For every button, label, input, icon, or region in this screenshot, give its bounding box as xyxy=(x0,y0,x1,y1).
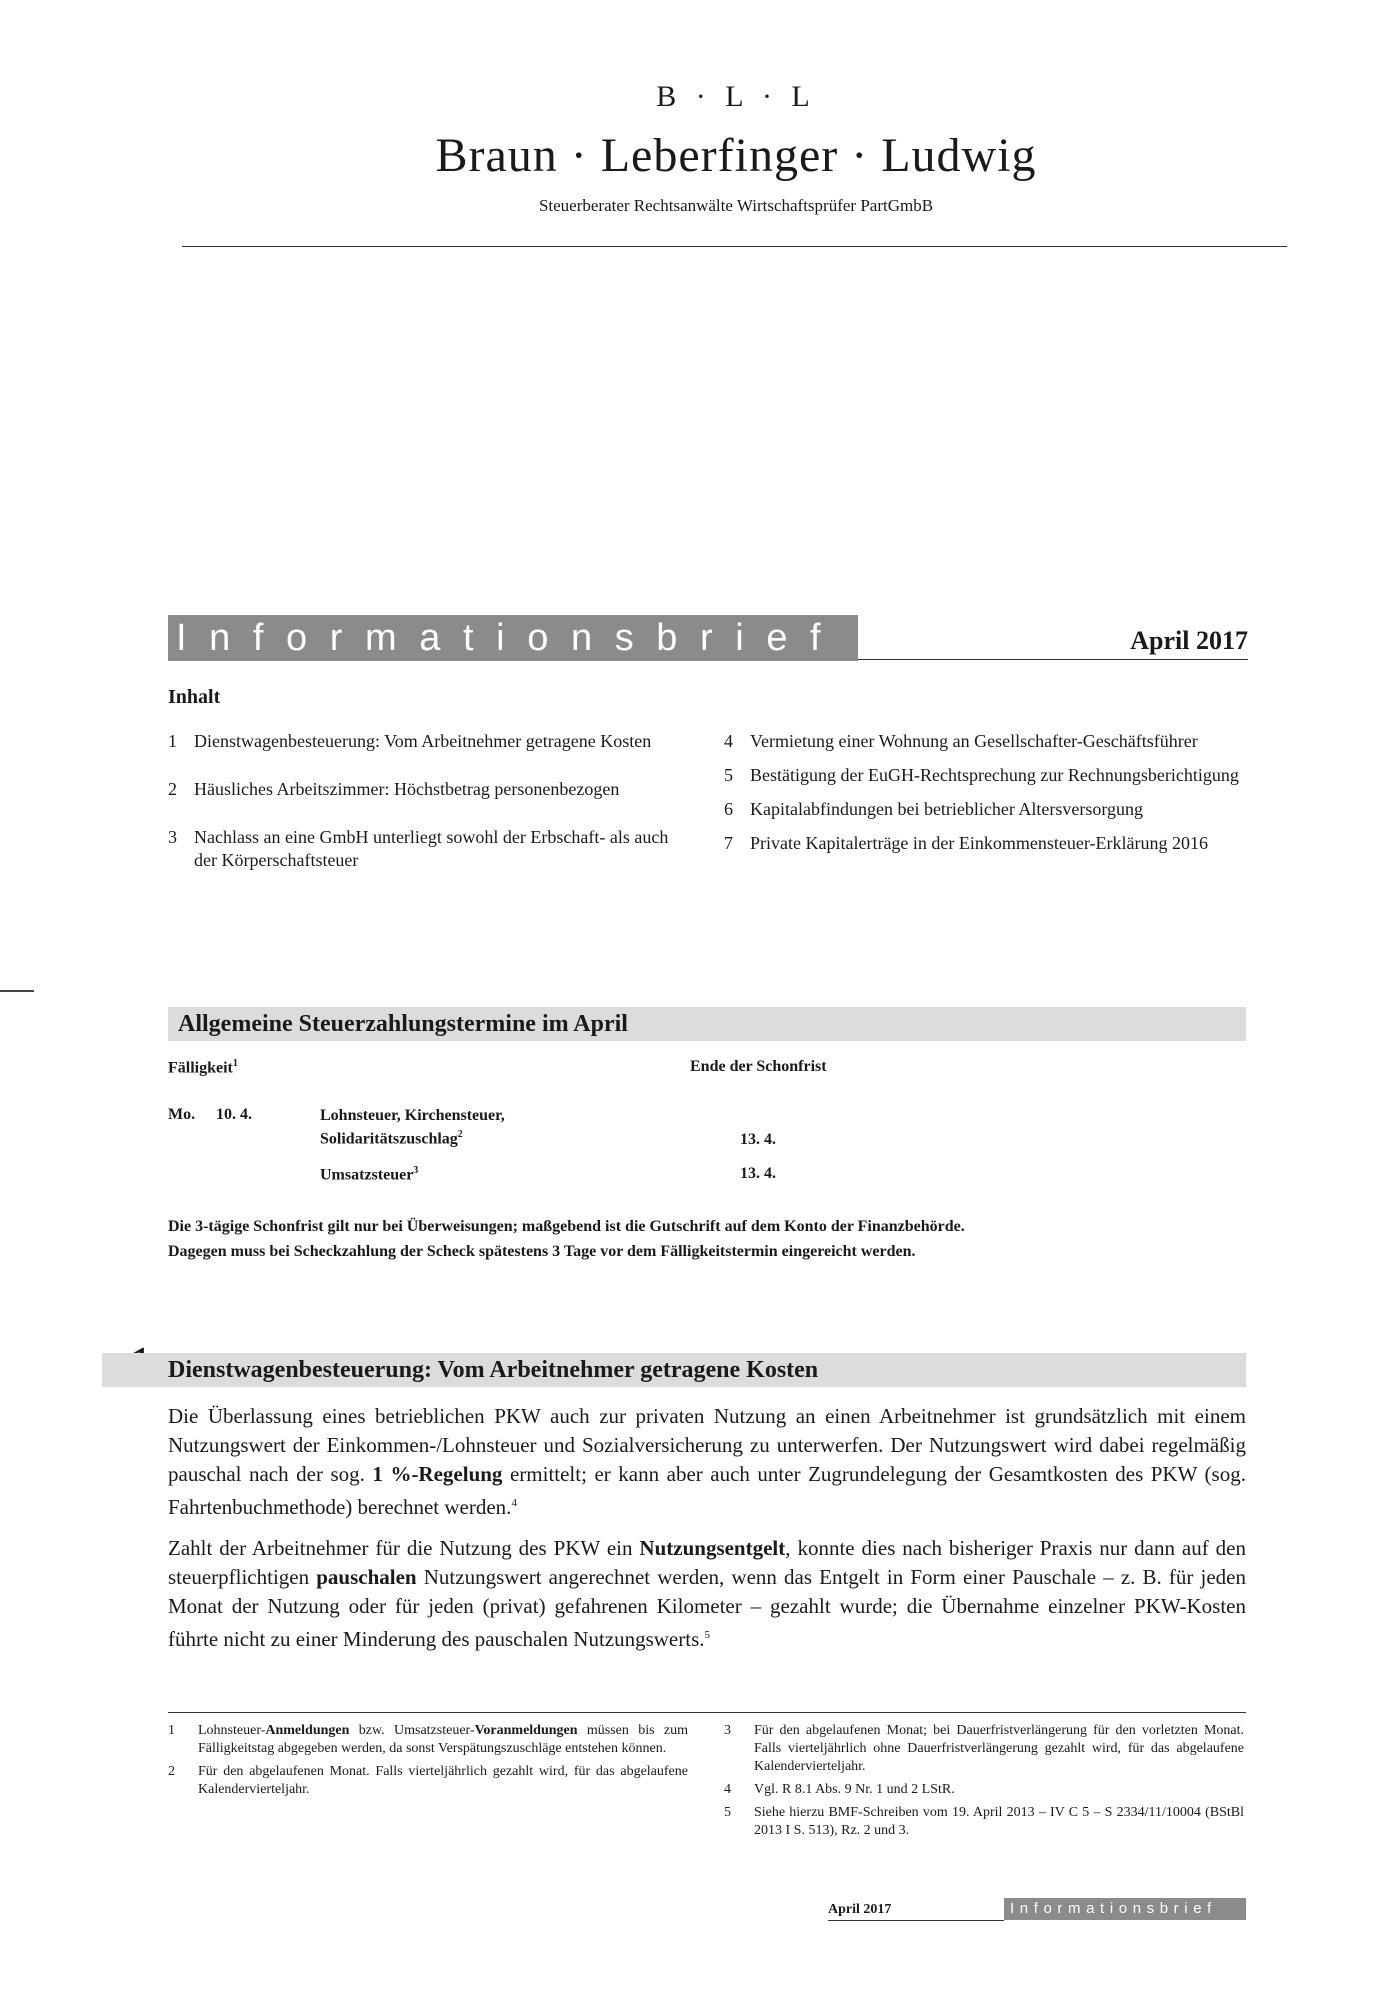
contents-item-number: 4 xyxy=(724,731,733,751)
grace-period-header: Ende der Schonfrist xyxy=(690,1058,827,1075)
contents-item-number: 2 xyxy=(168,779,177,799)
fold-mark xyxy=(0,990,34,992)
text-run: Lohnsteuer- xyxy=(198,1723,266,1738)
tax-dates-section-bar xyxy=(168,1007,1246,1041)
section1-title: Dienstwagenbesteuerung: Vom Arbeitnehmer getragene Kosten xyxy=(168,1357,819,1383)
footnote-ref: 3 xyxy=(413,1165,419,1176)
contents-item-number: 6 xyxy=(724,799,733,819)
firm-name: Braun · Leberfinger · Ludwig xyxy=(435,129,1037,182)
grace-period-note-line2: Dagegen muss bei Scheckzahlung der Scheck spätestens 3 Tage vor dem Fälligkeitstermin eingereicht werden. xyxy=(168,1243,916,1260)
contents-item xyxy=(724,798,1244,821)
footnote xyxy=(724,1804,1244,1840)
emphasis-text: Nutzungsentgelt xyxy=(639,1536,786,1560)
contents-column-right xyxy=(724,730,1244,855)
footer-date: April 2017 xyxy=(828,1902,892,1917)
contents-item xyxy=(724,764,1244,787)
footnote-number: 2 xyxy=(168,1764,175,1779)
footnotes-left xyxy=(168,1722,688,1804)
contents-item-text: Dienstwagenbesteuerung: Vom Arbeitnehmer getragene Kosten xyxy=(194,731,652,751)
emphasis-text: Anmeldungen xyxy=(265,1723,350,1738)
footnote-ref: 5 xyxy=(704,1629,711,1641)
footer-rule xyxy=(828,1920,1004,1921)
section1-bar xyxy=(102,1353,1246,1387)
due-date: 10. 4. xyxy=(216,1106,252,1123)
contents-item-text: Häusliches Arbeitszimmer: Höchstbetrag personenbezogen xyxy=(194,779,620,799)
firm-subtitle: Steuerberater Rechtsanwälte Wirtschaftsprüfer PartGmbB xyxy=(538,196,934,215)
footnote-text: Für den abgelaufenen Monat; bei Dauerfristverlängerung für den vorletzten Monat. Falls vierteljährlich ohne Dauerfristverlängerung gezahlt wird, für das abgelaufene Kalendervierteljahr. xyxy=(754,1723,1244,1774)
issue-date: April 2017 xyxy=(1130,626,1248,655)
contents-item-text: Kapitalabfindungen bei betrieblicher Altersversorgung xyxy=(750,799,1144,819)
contents-item xyxy=(168,730,688,753)
text-run: ermittelt; er kann aber auch unter Zugrundelegung der Gesamtkosten des PKW (sog. Fahrtenbuchmethode) berechnet werden. xyxy=(168,1462,1246,1519)
contents-item-text: Private Kapitalerträge in der Einkommensteuer-Erklärung 2016 xyxy=(750,833,1208,853)
footnote-text xyxy=(198,1722,688,1758)
emphasis-text: 1 %-Regelung xyxy=(372,1462,503,1486)
footnote-number: 1 xyxy=(168,1723,175,1738)
tax-row-vat xyxy=(320,1165,418,1184)
contents-item xyxy=(168,778,688,801)
tax-row-wage-grace: 13. 4. xyxy=(740,1131,776,1148)
footnote xyxy=(168,1722,688,1758)
firm-initials: B · L · L xyxy=(656,80,816,113)
footnote-text: Für den abgelaufenen Monat. Falls vierteljährlich gezahlt wird, für das abgelaufene Kalendervierteljahr. xyxy=(198,1764,688,1797)
contents-item-text: Bestätigung der EuGH-Rechtsprechung zur Rechnungsberichtigung xyxy=(750,765,1239,785)
emphasis-text: Voranmeldungen xyxy=(474,1723,578,1738)
contents-item-text: Vermietung einer Wohnung an Gesellschafter-Geschäftsführer xyxy=(750,731,1198,751)
section1-body xyxy=(168,1402,1246,1666)
text-run: , konnte dies nach bisheriger Praxis nur dann auf den steuerpflichtigen xyxy=(168,1536,1246,1589)
grace-period-note xyxy=(168,1214,965,1264)
footnote-number: 3 xyxy=(724,1723,731,1738)
grace-period-note-line1: Die 3-tägige Schonfrist gilt nur bei Überweisungen; maßgebend ist die Gutschrift auf dem Konto der Finanzbehörde. xyxy=(168,1218,965,1235)
footnote-text: Vgl. R 8.1 Abs. 9 Nr. 1 und 2 LStR. xyxy=(754,1782,955,1797)
text-run: Nutzungswert angerechnet werden, wenn das Entgelt in Form einer Pauschale – z. B. für jeden Monat der Nutzung oder für jeden (privat) gefahrenen Kilometer – gezahlt wurde; die Übernahme einzelner PKW-Kosten führte nicht zu einer Minderung des pauschalen Nutzungswerts. xyxy=(168,1565,1246,1651)
emphasis-text: pauschalen xyxy=(316,1565,417,1589)
footnote-ref: 2 xyxy=(457,1129,463,1140)
footnote-number: 4 xyxy=(724,1782,731,1797)
contents-item-number: 7 xyxy=(724,833,733,853)
text-run: müssen bis zum Fälligkeitstag abgegeben werden, da sonst Verspätungszuschläge entstehen können. xyxy=(198,1723,688,1756)
contents-item xyxy=(724,730,1244,753)
section1-paragraph2 xyxy=(168,1534,1246,1654)
tax-row-vat-grace: 13. 4. xyxy=(740,1165,776,1182)
footnote xyxy=(168,1763,688,1799)
footnote-divider xyxy=(168,1712,1246,1713)
tax-row-wage-line2 xyxy=(320,1125,505,1148)
footer-banner: Informationsbrief xyxy=(1004,1898,1246,1920)
tax-row-wage-line1: Lohnsteuer, Kirchensteuer, xyxy=(320,1107,505,1124)
contents-item-text: Nachlass an eine GmbH unterliegt sowohl der Erbschaft- als auch der Körperschaftsteuer xyxy=(194,827,669,870)
due-date-header xyxy=(168,1058,238,1077)
text-run: bzw. Umsatzsteuer- xyxy=(349,1723,475,1738)
header-divider xyxy=(182,246,1287,247)
footnote xyxy=(724,1781,1244,1799)
contents-column-left xyxy=(168,730,688,872)
due-day: Mo. xyxy=(168,1106,196,1123)
footnote-ref: 1 xyxy=(232,1058,238,1069)
tax-row-vat-text: Umsatzsteuer xyxy=(320,1166,414,1184)
footnotes-right xyxy=(724,1722,1244,1845)
tax-dates-title: Allgemeine Steuerzahlungstermine im April xyxy=(178,1011,628,1037)
contents-item xyxy=(168,826,688,872)
footnote-ref: 4 xyxy=(511,1497,517,1509)
tax-row-wage-line2-text: Solidaritätszuschlag xyxy=(320,1130,458,1148)
contents-title: Inhalt xyxy=(168,686,221,708)
contents-item-number: 3 xyxy=(168,827,177,847)
banner-rule xyxy=(858,659,1248,660)
section1-paragraph1 xyxy=(168,1402,1246,1522)
tax-row-wage xyxy=(320,1106,505,1148)
text-run: Zahlt der Arbeitnehmer für die Nutzung des PKW ein xyxy=(168,1536,640,1560)
due-date-header-text: Fälligkeit xyxy=(168,1059,233,1077)
contents-item xyxy=(724,832,1244,855)
contents-item-number: 5 xyxy=(724,765,733,785)
informationsbrief-banner: Informationsbrief xyxy=(168,615,858,661)
contents-item-number: 1 xyxy=(168,731,177,751)
footnote-text: Siehe hierzu BMF-Schreiben vom 19. April 2013 – IV C 5 – S 2334/11/10004 (BStBl 2013 I S. 513), Rz. 2 und 3. xyxy=(754,1805,1244,1838)
footnote xyxy=(724,1722,1244,1776)
text-run: Die Überlassung eines betrieblichen PKW auch zur privaten Nutzung an einen Arbeitnehmer ist grundsätzlich mit einem Nutzungswert der Einkommen-/Lohnsteuer und Sozialversicherung zu unterwerfen. Der Nutzungswert wird dabei regelmäßig pauschal nach der sog. xyxy=(168,1404,1246,1486)
footnote-number: 5 xyxy=(724,1805,731,1820)
